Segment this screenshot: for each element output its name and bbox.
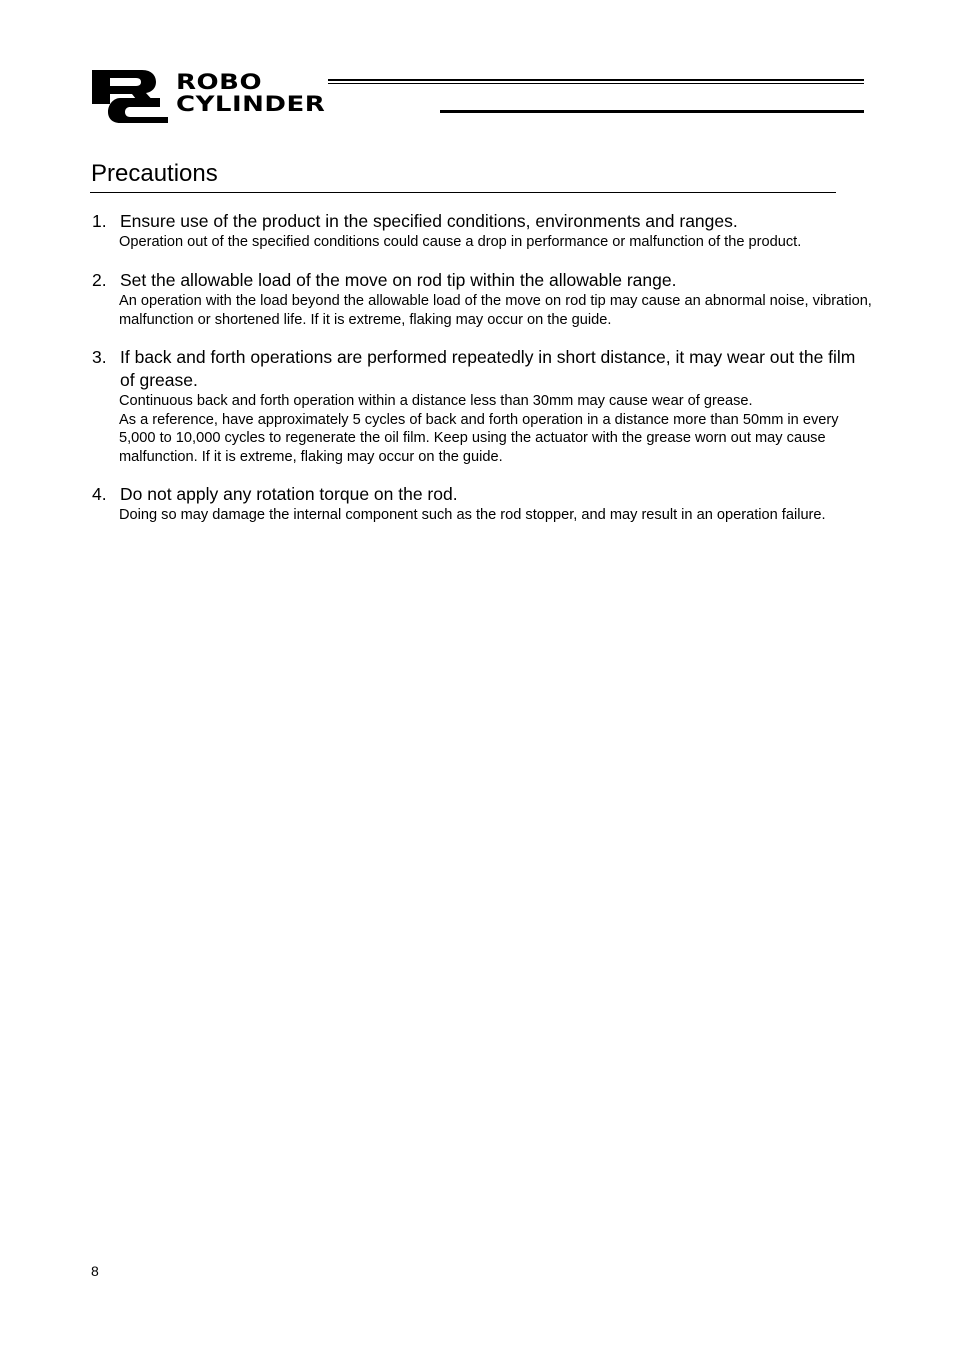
page-header: [90, 68, 864, 124]
item-number: 2.: [92, 270, 107, 290]
header-rule-top: [328, 79, 864, 81]
heading-text: Ensure use of the product in the specified conditions, environments and ranges.: [120, 211, 738, 231]
brand-name-line1: ROBO: [176, 70, 263, 95]
item-number: 4.: [92, 484, 107, 504]
precaution-item-2: [92, 269, 872, 329]
precaution-body: An operation with the load beyond the allowable load of the move on rod tip may cause an abnormal noise, vibration, malfunction or shortened life. If it is extreme, flaking may occur on the guide.: [119, 293, 872, 328]
header-rule-bottom: [440, 110, 864, 113]
title-underline: [90, 192, 836, 193]
heading-text: Do not apply any rotation torque on the rod.: [120, 484, 458, 504]
precaution-body: Continuous back and forth operation within a distance less than 30mm may cause wear of grease.: [119, 393, 753, 409]
item-number: 3.: [92, 347, 107, 367]
precaution-heading: [92, 346, 872, 392]
item-number: 1.: [92, 211, 107, 231]
precaution-heading: [92, 210, 872, 233]
precaution-item-4: [92, 483, 872, 525]
precaution-item-3: [92, 346, 872, 466]
precaution-body: Operation out of the specified conditions could cause a drop in performance or malfunction of the product.: [119, 234, 802, 250]
precaution-heading: [92, 269, 872, 292]
heading-text: If back and forth operations are performed repeatedly in short distance, it may wear out the film of grease.: [120, 347, 856, 390]
precaution-item-1: [92, 210, 872, 252]
precaution-heading: [92, 483, 872, 506]
header-rule-top-thin: [328, 83, 864, 84]
page-number: 8: [91, 1263, 99, 1279]
precaution-body: Doing so may damage the internal component such as the rod stopper, and may result in an operation failure.: [119, 507, 826, 523]
heading-text: Set the allowable load of the move on rod tip within the allowable range.: [120, 270, 677, 290]
precaution-body: As a reference, have approximately 5 cycles of back and forth operation in a distance more than 50mm in every 5,000 to 10,000 cycles to regenerate the oil film. Keep using the actuator with the grease worn out may cause malfunction. If it is extreme, flaking may occur on the guide.: [119, 411, 839, 465]
rc-logo: [90, 68, 170, 124]
brand-name-line2: CYLINDER: [176, 92, 326, 117]
page-title: Precautions: [91, 160, 218, 187]
